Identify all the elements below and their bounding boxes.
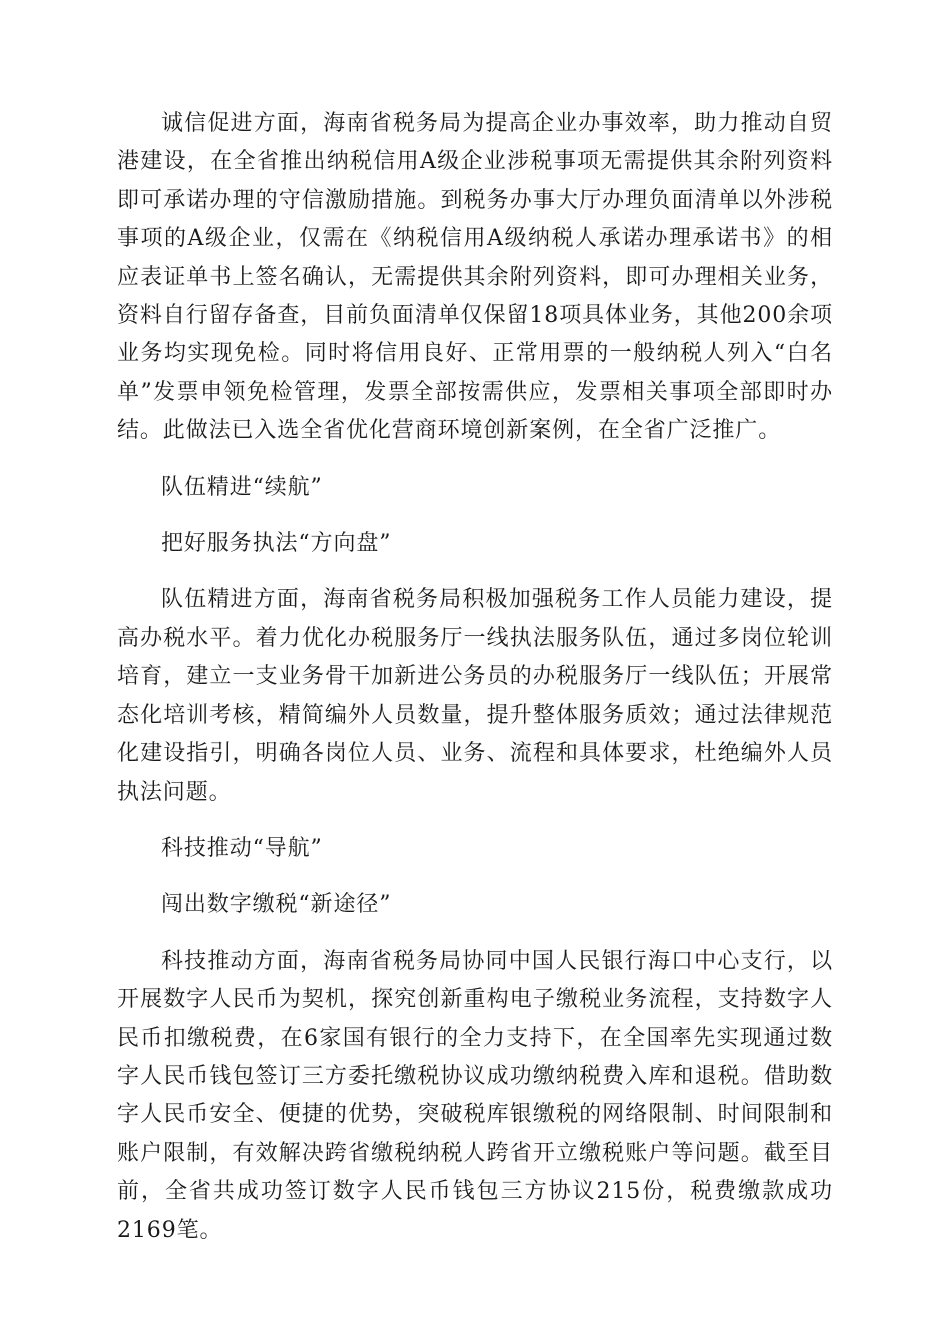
paragraph-credit-promotion: 诚信促进方面，海南省税务局为提高企业办事效率，助力推动自贸港建设，在全省推出纳税信用A级企业涉税事项无需提供其余附列资料即可承诺办理的守信激励措施。到税务办事大厅办理负面清单以外涉税事项的A级企业，仅需在《纳税信用A级纳税人承诺办理承诺书》的相应表证单书上签名确认，无需提供其余附列资料，即可办理相关业务，资料自行留存备查，目前负面清单仅保留18项具体业务，其他200余项业务均实现免检。同时将信用良好、正常用票的一般纳税人列入“白名单”发票申领免检管理，发票全部按需供应，发票相关事项全部即时办结。此做法已入选全省优化营商环境创新案例，在全省广泛推广。 xyxy=(117,111,833,444)
section-subheading-digital-tax: 闯出数字缴税“新途径” xyxy=(161,892,392,918)
paragraph-technology-promotion: 科技推动方面，海南省税务局协同中国人民银行海口中心支行，以开展数字人民币为契机，探究创新重构电子缴税业务流程，支持数字人民币扣缴税费，在6家国有银行的全力支持下，在全国率先实现通过数字人民币钱包签订三方委托缴税协议成功缴纳税费入库和退税。借助数字人民币安全、便捷的优势，突破税库银缴税的网络限制、时间限制和账户限制，有效解决跨省缴税纳税人跨省开立缴税账户等问题。截至目前，全省共成功签订数字人民币钱包三方协议215份，税费缴款成功2169笔。 xyxy=(117,948,833,1243)
document-body xyxy=(117,105,833,1250)
paragraph-team-improvement: 队伍精进方面，海南省税务局积极加强税务工作人员能力建设，提高办税水平。着力优化办税服务厅一线执法服务队伍，通过多岗位轮训培育，建立一支业务骨干加新进公务员的办税服务厅一线队伍；开展常态化培训考核，精简编外人员数量，提升整体服务质效；通过法律规范化建设指引，明确各岗位人员、业务、流程和具体要求，杜绝编外人员执法问题。 xyxy=(117,587,833,805)
section-heading-team: 队伍精进“续航” xyxy=(161,474,323,500)
section-heading-technology: 科技推动“导航” xyxy=(161,835,323,861)
section-subheading-law-enforcement: 把好服务执法“方向盘” xyxy=(161,531,392,557)
